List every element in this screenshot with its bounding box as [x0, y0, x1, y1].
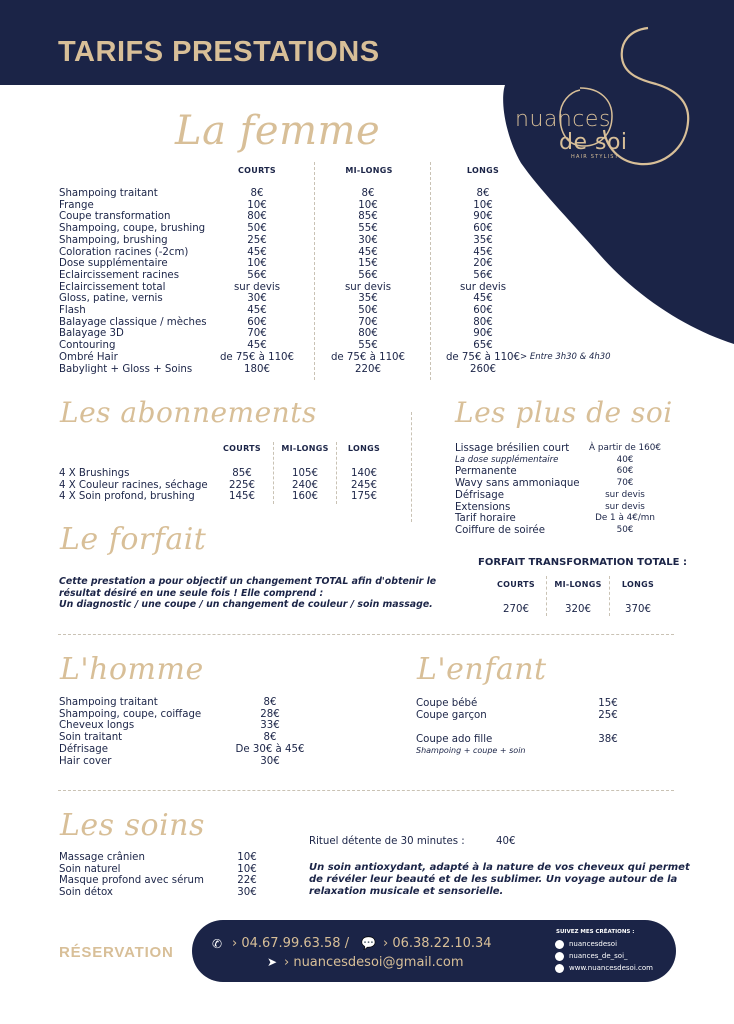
price-value: 370€ [625, 604, 651, 615]
column-header: MI-LONGS [554, 580, 602, 589]
table-row-label: Soin traitant [59, 732, 123, 744]
instagram-link[interactable]: nuances_de_soi_ [569, 952, 628, 960]
globe-icon [555, 964, 564, 973]
price-value: 45€ [358, 246, 378, 258]
price-value: 60€ [247, 316, 267, 328]
table-row-label: Shampoing, coupe, brushing [59, 223, 206, 235]
price-value: 40€ [616, 454, 634, 465]
price-value: de 75€ à 110€ [445, 351, 521, 363]
website-link[interactable]: www.nuancesdesoi.com [569, 964, 653, 972]
table-row-label: Défrisage [59, 743, 109, 755]
table-row-label: Shampoing traitant [59, 697, 158, 708]
price-value: 260€ [470, 363, 496, 375]
price-value: 56€ [358, 269, 378, 281]
table-row-label: La dose supplémentaire [455, 454, 559, 465]
table-row-label: Permanente [455, 466, 517, 478]
soins-desc-line: Un soin antioxydant, adapté à la nature de vos cheveux qui permet [309, 862, 690, 873]
rituel-label: Rituel détente de 30 minutes : [309, 836, 465, 847]
ado-note: Shampoing + coupe + soin [416, 746, 526, 755]
price-value: 220€ [355, 363, 381, 375]
price-value: 35€ [473, 234, 493, 246]
price-value: 85€ [232, 468, 252, 479]
facebook-link[interactable]: nuancesdesoi [569, 940, 618, 948]
price-value: 30€ [358, 234, 378, 246]
section-title-femme: La femme [175, 108, 381, 154]
table-row-label: 4 X Soin profond, brushing [59, 491, 195, 503]
price-value: 10€ [247, 199, 267, 211]
price-value: 22€ [237, 875, 257, 887]
price-value: 60€ [473, 223, 493, 235]
price-value: 90€ [473, 328, 493, 340]
table-row-label: Frange [59, 199, 94, 211]
table-row-label: Soin naturel [59, 863, 121, 875]
price-value: À partir de 160€ [589, 443, 661, 453]
price-value: sur devis [605, 501, 645, 512]
column-header: COURTS [238, 166, 276, 175]
price-value: 225€ [229, 479, 255, 491]
price-value: 50€ [616, 524, 634, 535]
price-value: 8€ [361, 188, 375, 199]
column-header: MI-LONGS [281, 444, 329, 453]
price-value: De 30€ à 45€ [235, 743, 305, 755]
price-value: 10€ [473, 199, 493, 211]
column-header: LONGS [466, 166, 500, 175]
divider [430, 162, 431, 380]
price-value: 45€ [247, 305, 267, 316]
ombre-note: > Entre 3h30 & 4h30 [520, 351, 611, 362]
table-row-label: 4 X Brushings [59, 468, 130, 479]
divider [336, 442, 337, 504]
price-value: 50€ [358, 305, 378, 316]
forfait-line: Un diagnostic / une coupe / un changement de couleur / soin massage. [59, 599, 433, 610]
price-value: 105€ [292, 468, 318, 479]
table-row-label: Shampoing, brushing [59, 234, 168, 246]
instagram-icon [555, 952, 564, 961]
table-row-label: Dose supplémentaire [59, 258, 168, 270]
price-value: De 1 à 4€/mn [595, 513, 655, 524]
price-value: 45€ [247, 246, 267, 258]
section-title-homme: L'homme [60, 652, 204, 687]
divider [314, 162, 315, 380]
price-value: sur devis [605, 489, 645, 500]
price-value: 70€ [616, 478, 634, 489]
table-row-label: Balayage classique / mèches [59, 316, 207, 328]
price-value: 270€ [503, 604, 529, 615]
price-value: 15€ [358, 258, 378, 270]
reservation-label: RÉSERVATION [59, 944, 174, 961]
price-value: 56€ [247, 269, 267, 281]
price-value: 8€ [263, 697, 277, 708]
phone-number-2[interactable]: › 06.38.22.10.34 [383, 936, 492, 951]
price-value: 85€ [358, 211, 378, 223]
forfait-total-title: FORFAIT TRANSFORMATION TOTALE : [478, 557, 687, 568]
price-value: 60€ [473, 305, 493, 316]
price-value: 45€ [473, 293, 493, 305]
section-title-soins: Les soins [60, 808, 205, 843]
enfant-label: Coupe ado fille [416, 734, 493, 745]
soins-desc-line: relaxation musicale et sensorielle. [309, 886, 504, 897]
enfant-label: Coupe garçon [416, 710, 487, 721]
price-value: 10€ [358, 199, 378, 211]
table-row-label: Cheveux longs [59, 720, 135, 732]
phone-icon: ✆ [212, 937, 223, 951]
page-title: TARIFS PRESTATIONS [58, 36, 380, 68]
table-row-label: Flash [59, 305, 86, 316]
column-header: MI-LONGS [345, 166, 393, 175]
send-icon: ➤ [267, 955, 278, 969]
price-value: 8€ [263, 732, 277, 744]
divider [546, 576, 547, 616]
price-value: 10€ [237, 852, 257, 863]
price-value: 55€ [358, 223, 378, 235]
price-value: 20€ [473, 258, 493, 270]
price-value: de 75€ à 110€ [330, 351, 406, 363]
price-value: 30€ [247, 293, 267, 305]
table-row-label: Soin détox [59, 887, 113, 899]
price-value: sur devis [344, 281, 392, 293]
price-value: 50€ [247, 223, 267, 235]
table-row-label: Eclaircissement total [59, 281, 166, 293]
section-separator [58, 790, 674, 791]
table-row-label: Massage crânien [59, 852, 145, 863]
table-row-label: Coupe transformation [59, 211, 171, 223]
column-header: COURTS [497, 580, 535, 589]
table-row-label: Coloration racines (-2cm) [59, 246, 189, 258]
logo-name-line1: nuances [515, 107, 611, 132]
divider [609, 576, 610, 616]
price-value: 45€ [473, 246, 493, 258]
price-value: 45€ [247, 340, 267, 352]
price-value: 60€ [616, 466, 634, 477]
price-value: 25€ [598, 710, 618, 721]
price-value: 30€ [237, 887, 257, 899]
price-value: 160€ [292, 491, 318, 503]
chat-icon: 💬 [361, 936, 376, 950]
price-value: 180€ [244, 363, 270, 375]
email-link[interactable]: › nuancesdesoi@gmail.com [284, 955, 464, 970]
price-value: 33€ [260, 720, 280, 732]
table-row-label: Tarif horaire [455, 513, 516, 525]
column-header: LONGS [347, 444, 381, 453]
section-title-plus: Les plus de soi [455, 396, 673, 429]
table-row-label: Shampoing, coupe, coiffage [59, 708, 202, 720]
price-value: 70€ [247, 328, 267, 340]
rituel-price: 40€ [496, 836, 516, 847]
price-value: 245€ [351, 479, 377, 491]
price-value: 30€ [260, 755, 280, 767]
forfait-description [59, 576, 436, 611]
price-value: 28€ [260, 708, 280, 720]
price-value: 8€ [250, 188, 264, 199]
table-row-label: Contouring [59, 340, 116, 352]
price-value: 35€ [358, 293, 378, 305]
section-separator [58, 634, 674, 635]
table-row-label: Eclaircissement racines [59, 269, 179, 281]
price-value: de 75€ à 110€ [219, 351, 295, 363]
phone-number-1[interactable]: › 04.67.99.63.58 / [232, 936, 350, 951]
price-value: 80€ [247, 211, 267, 223]
price-value: 320€ [565, 604, 591, 615]
price-value: 175€ [351, 491, 377, 503]
table-row-label: Coiffure de soirée [455, 524, 545, 536]
table-row-label: Balayage 3D [59, 328, 124, 340]
table-row-label: Défrisage [455, 489, 505, 501]
table-row-label: Shampoing traitant [59, 188, 158, 199]
price-value: 90€ [473, 211, 493, 223]
price-value: 70€ [358, 316, 378, 328]
price-value: 10€ [237, 863, 257, 875]
price-value: 25€ [247, 234, 267, 246]
table-row-label: Lissage brésilien court [455, 443, 570, 454]
price-value: 65€ [473, 340, 493, 352]
soins-description [309, 862, 690, 898]
column-header: COURTS [223, 444, 261, 453]
enfant-label: Coupe bébé [416, 698, 478, 709]
price-value: sur devis [233, 281, 281, 293]
divider [411, 412, 412, 522]
price-value: 55€ [358, 340, 378, 352]
price-value: 145€ [229, 491, 255, 503]
table-row-label: Babylight + Gloss + Soins [59, 363, 193, 375]
table-row-label: Ombré Hair [59, 351, 118, 363]
soins-desc-line: de révéler leur beauté et de les sublimer. Un voyage autour de la [309, 874, 678, 885]
column-header: LONGS [621, 580, 655, 589]
price-value: 80€ [473, 316, 493, 328]
logo-name-line2: de soi [559, 130, 628, 155]
section-title-enfant: L'enfant [417, 652, 547, 687]
price-value: 140€ [351, 468, 377, 479]
facebook-icon [555, 940, 564, 949]
price-value: sur devis [459, 281, 507, 293]
price-value: 10€ [247, 258, 267, 270]
price-value: 15€ [598, 698, 618, 709]
table-row-label: Gloss, patine, vernis [59, 293, 163, 305]
section-title-abonnements: Les abonnements [60, 396, 317, 429]
table-row-label: Hair cover [59, 755, 112, 767]
table-row-label: Masque profond avec sérum [59, 875, 204, 887]
follow-title: SUIVEZ MES CRÉATIONS : [556, 929, 635, 935]
forfait-line: Cette prestation a pour objectif un changement TOTAL afin d'obtenir le [59, 576, 437, 587]
logo-tagline: HAIR STYLIST [571, 154, 619, 160]
price-value: 240€ [292, 479, 318, 491]
divider [273, 442, 274, 504]
section-title-forfait: Le forfait [60, 522, 207, 557]
price-value: 38€ [598, 734, 618, 745]
logo [515, 108, 635, 160]
price-value: 56€ [473, 269, 493, 281]
forfait-line: résultat désiré en une seule fois ! Elle comprend : [59, 587, 324, 599]
price-value: 8€ [476, 188, 490, 199]
price-value: 80€ [358, 328, 378, 340]
table-row-label: Extensions [455, 501, 511, 513]
table-row-label: Wavy sans ammoniaque [455, 478, 580, 490]
table-row-label: 4 X Couleur racines, séchage [59, 479, 208, 491]
